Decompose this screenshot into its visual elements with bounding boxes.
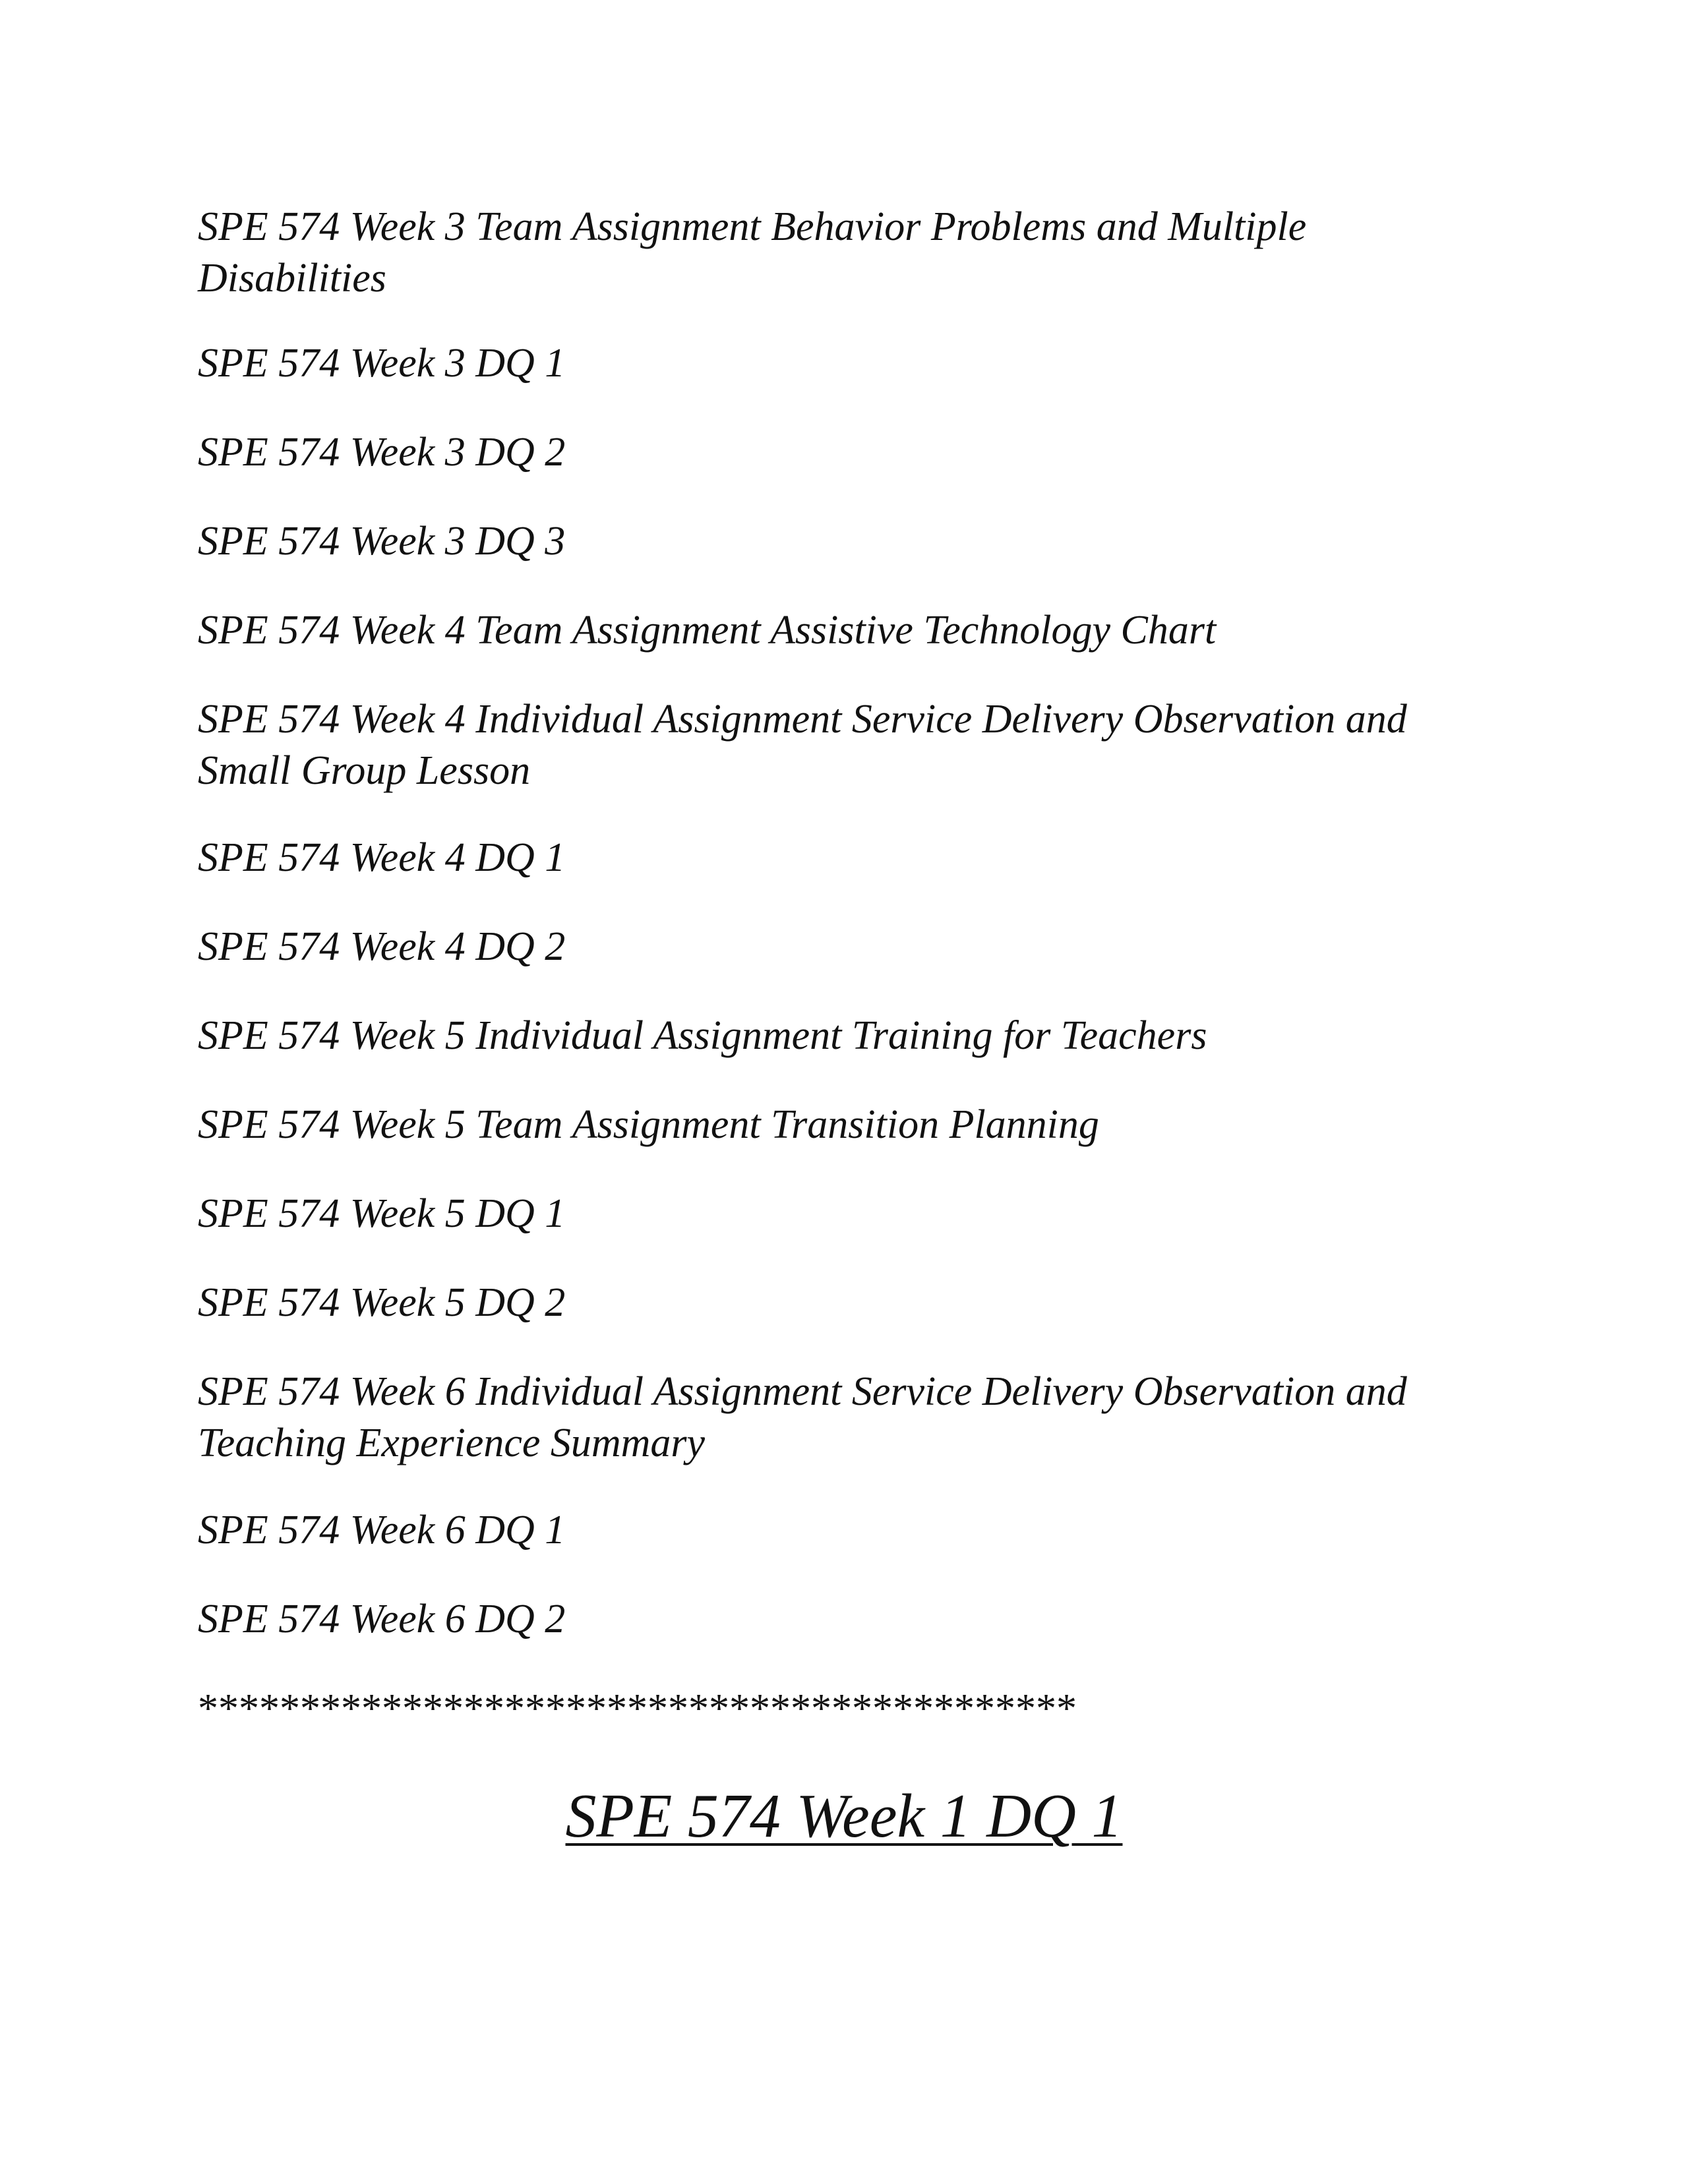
- list-item: SPE 574 Week 4 DQ 2: [198, 924, 566, 969]
- list-item: SPE 574 Week 4 DQ 1: [198, 835, 566, 880]
- list-item: SPE 574 Week 6 DQ 2: [198, 1597, 566, 1641]
- list-item: SPE 574 Week 4 Individual Assignment Service Delivery Observation and Small Group Lesson: [198, 697, 1407, 793]
- separator-line: *******************************************: [198, 1686, 1077, 1731]
- list-item: SPE 574 Week 5 DQ 2: [198, 1280, 566, 1325]
- list-item: SPE 574 Week 3 Team Assignment Behavior Problems and Multiple Disabilities: [198, 204, 1307, 301]
- list-item: SPE 574 Week 3 DQ 2: [198, 430, 566, 475]
- list-item: SPE 574 Week 5 Individual Assignment Training for Teachers: [198, 1013, 1207, 1058]
- list-item: SPE 574 Week 3 DQ 3: [198, 519, 566, 564]
- list-item: SPE 574 Week 3 DQ 1: [198, 341, 566, 386]
- section-heading-text: SPE 574 Week 1 DQ 1: [565, 1782, 1123, 1850]
- list-item: SPE 574 Week 5 DQ 1: [198, 1191, 566, 1236]
- section-heading: [0, 1780, 1688, 1852]
- list-item: SPE 574 Week 4 Team Assignment Assistive Technology Chart: [198, 608, 1217, 653]
- list-item: SPE 574 Week 6 Individual Assignment Service Delivery Observation and Teaching Experience Summary: [198, 1369, 1407, 1465]
- list-item: SPE 574 Week 5 Team Assignment Transition Planning: [198, 1102, 1099, 1147]
- list-item: SPE 574 Week 6 DQ 1: [198, 1508, 566, 1552]
